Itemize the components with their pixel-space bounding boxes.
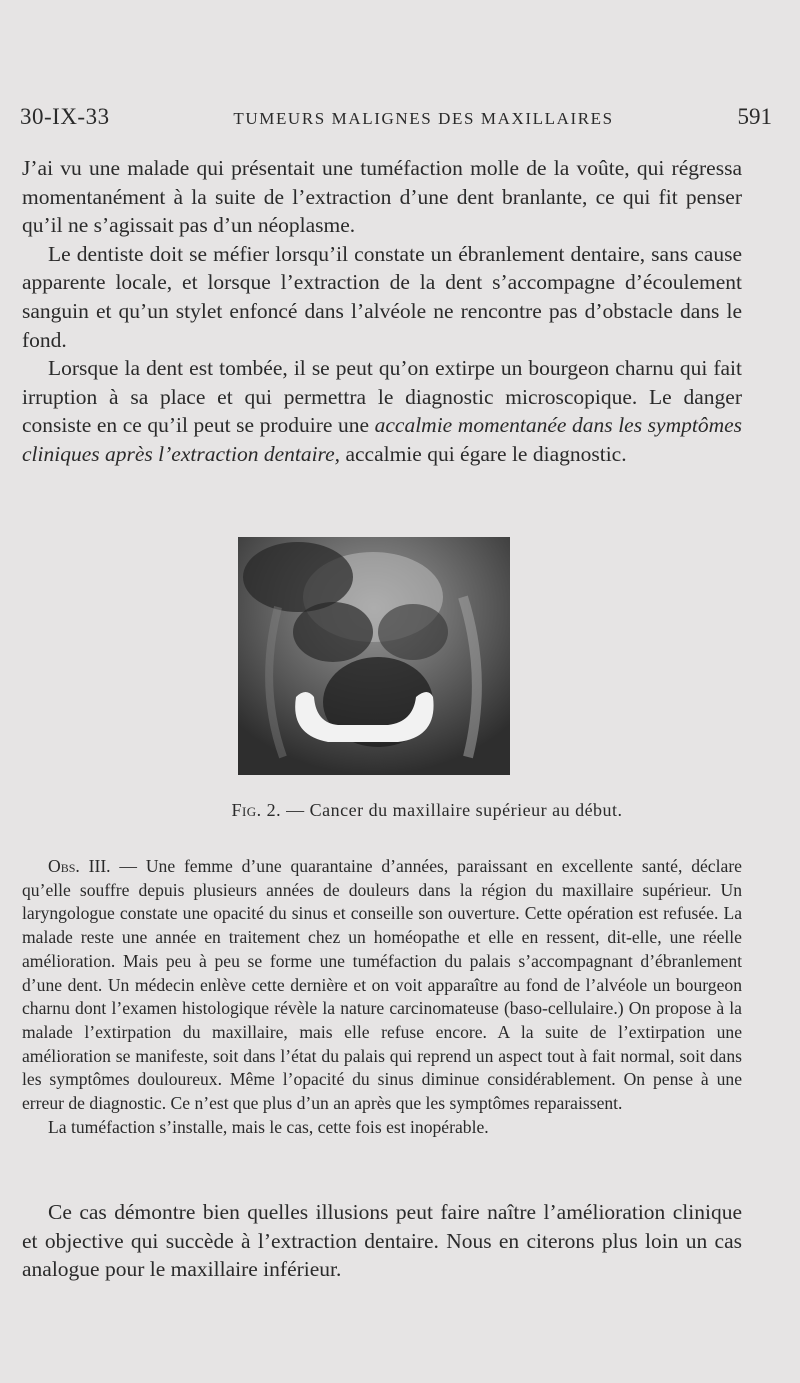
figure-caption (0, 800, 800, 821)
header-date: 30-IX-33 (20, 104, 110, 129)
observation-block (22, 855, 742, 1139)
page-number: 591 (737, 104, 772, 129)
paragraph-2: Le dentiste doit se méfier lorsqu’il constate un ébranlement dentaire, sans cause apparente locale, et lorsque l’extraction de la dent s’accompagne d’écoulement sanguin et qu’un stylet enfoncé dans l’alvéole ne rencontre pas d’obstacle dans le fond. (22, 241, 742, 352)
conclusion-block (22, 1198, 742, 1284)
paragraph-3 (22, 354, 742, 468)
radiograph-figure (238, 537, 510, 775)
observation-followup: La tuméfaction s’installe, mais le cas, cette fois est inopérable. (48, 1116, 489, 1137)
observation-text: — Une femme d’une quarantaine d’années, paraissant en excellente santé, déclare qu’elle souffre depuis plusieurs années de douleurs dans la région du maxillaire supérieur. Un laryngologue constate une opacité du sinus et conseille son ouverture. Cette opération est refusée. La malade reste une année en traitement chez un homéopathe et elle en ressent, dit-elle, une réelle amélioration. Mais peu à peu se forme une tuméfaction du palais s’accompagnant d’ébranlement d’une dent. Un médecin enlève cette dernière et on voit apparaître au fond de l’alvéole un bourgeon charnu dont l’examen histologique révèle la nature carcinomateuse (baso-cellulaire.) On propose à la malade l’extirpation du maxillaire, mais elle refuse encore. A la suite de l’extirpation une amélioration se manifeste, soit dans l’état du palais qui reprend un aspect tout à fait normal, soit dans les symptômes douloureux. Même l’opacité du sinus diminue considérablement. On pense à une erreur de diagnostic. Ce n’est que plus d’un an après que les symptômes reparaissent. (22, 856, 742, 1114)
observation-label: Obs. III. (48, 856, 111, 876)
observation-paragraph (22, 855, 742, 1116)
paragraph-3-end: accalmie qui égare le diagnostic. (345, 441, 627, 466)
figure-label: Fig. 2. (231, 800, 282, 820)
paragraph-1: J’ai vu une malade qui présentait une tuméfaction molle de la voûte, qui régressa momentanément à la suite de l’extraction d’une dent branlante, ce qui fit penser qu’il ne s’agissait pas d’un néoplasme. (22, 156, 742, 238)
conclusion-paragraph: Ce cas démontre bien quelles illusions peut faire naître l’amélioration clinique et objective qui succède à l’extraction dentaire. Nous en citerons plus loin un cas analogue pour le maxillaire inférieur. (22, 1200, 742, 1282)
body-text (22, 154, 742, 469)
paragraph-3-emphasis: accalmie momentanée dans les symptômes cliniques après l’extraction dentaire, (22, 413, 743, 466)
xray-image (238, 537, 510, 775)
running-title: TUMEURS MALIGNES DES MAXILLAIRES (233, 109, 614, 128)
figure-caption-text: — Cancer du maxillaire supérieur au début. (286, 800, 623, 820)
running-header (20, 104, 772, 134)
paragraph-3-start: Lorsque la dent est tombée, il se peut qu’on extirpe un bourgeon charnu qui fait irruption à sa place et qui permettra le diagnostic microscopique. Le danger consiste en ce qu’il peut se produire une (22, 356, 742, 438)
